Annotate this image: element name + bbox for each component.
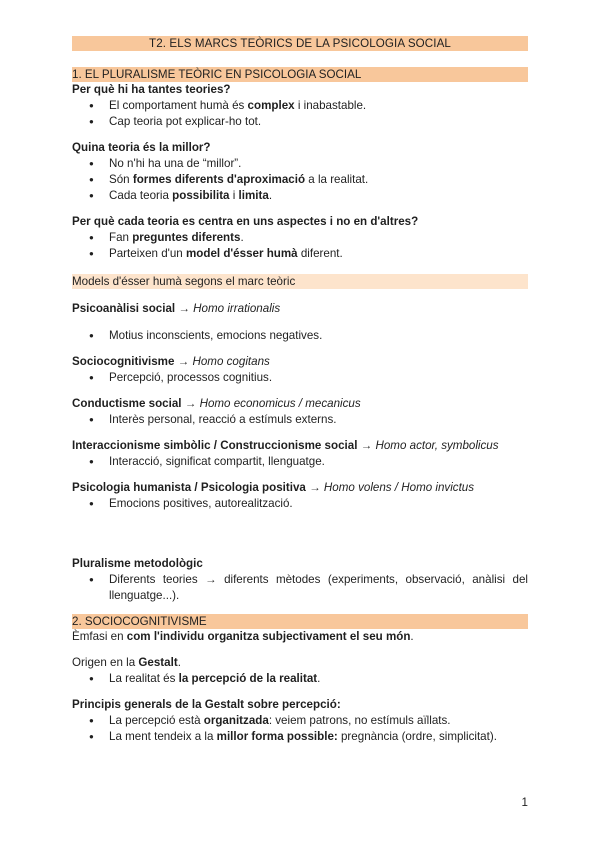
list-item: ● Diferents teories → diferents mètodes (experiments, observació, anàlisi del llenguatge...). — [72, 572, 528, 604]
list-item: ● El comportament humà és complex i inabastable. — [72, 98, 528, 114]
list-item: ● Interès personal, reacció a estímuls externs. — [72, 412, 528, 428]
bullet-list — [72, 572, 528, 604]
bullet-list — [72, 713, 528, 745]
section-heading-1: 1. EL PLURALISME TEÒRIC EN PSICOLOGIA SOCIAL — [72, 67, 528, 82]
list-item: ● La percepció està organitzada: veiem patrons, no estímuls aïllats. — [72, 713, 528, 729]
list-item: ● Parteixen d'un model d'ésser humà diferent. — [72, 246, 528, 262]
question-focus: Per què cada teoria es centra en uns aspectes i no en d'altres? — [72, 215, 419, 228]
emphasis-line: Èmfasi en com l'individu organitza subjectivament el seu món. — [72, 630, 414, 644]
list-item: ● La realitat és la percepció de la realitat. — [72, 671, 528, 687]
list-item: ● Motius inconscients, emocions negatives. — [72, 328, 528, 344]
bullet-list — [72, 496, 528, 512]
bullet-list — [72, 671, 528, 687]
list-item: ● Interacció, significat compartit, llenguatge. — [72, 454, 528, 470]
list-item: ● La ment tendeix a la millor forma possible: pregnància (ordre, simplicitat). — [72, 729, 528, 745]
bullet-list — [72, 454, 528, 470]
model-humanistic: Psicologia humanista / Psicologia positiva → Homo volens / Homo invictus — [72, 481, 475, 495]
bullet-list — [72, 412, 528, 428]
model-interactionism: Interaccionisme simbòlic / Construccionisme social → Homo actor, symbolicus — [72, 439, 499, 453]
list-item: ● Cap teoria pot explicar-ho tot. — [72, 114, 528, 130]
list-item: ● No n'hi ha una de “millor”. — [72, 156, 528, 172]
document-title: T2. ELS MARCS TEÒRICS DE LA PSICOLOGIA SOCIAL — [72, 36, 528, 51]
methodological-pluralism-heading: Pluralisme metodològic — [72, 557, 203, 571]
question-best-theory: Quina teoria és la millor? — [72, 141, 211, 154]
bullet-list — [72, 98, 528, 130]
bullet-list — [72, 328, 528, 344]
model-sociocognitivism: Sociocognitivisme → Homo cogitans — [72, 355, 270, 369]
bullet-list — [72, 230, 528, 262]
page-number: 1 — [521, 796, 528, 809]
bullet-list — [72, 370, 528, 386]
bullet-list — [72, 156, 528, 204]
question-why-many-theories: Per què hi ha tantes teories? — [72, 83, 231, 96]
list-item: ● Cada teoria possibilita i limita. — [72, 188, 528, 204]
origin-line: Origen en la Gestalt. — [72, 656, 181, 670]
list-item: ● Són formes diferents d'aproximació a la realitat. — [72, 172, 528, 188]
models-heading: Models d'ésser humà segons el marc teòric — [72, 274, 528, 289]
document-page — [72, 36, 528, 745]
gestalt-principles-heading: Principis generals de la Gestalt sobre percepció: — [72, 698, 341, 712]
list-item: ● Percepció, processos cognitius. — [72, 370, 528, 386]
list-item: ● Fan preguntes diferents. — [72, 230, 528, 246]
section-heading-2: 2. SOCIOCOGNITIVISME — [72, 614, 528, 629]
model-behaviorism: Conductisme social → Homo economicus / mecanicus — [72, 397, 361, 411]
list-item: ● Emocions positives, autorealització. — [72, 496, 528, 512]
model-psychoanalysis: Psicoanàlisi social → Homo irrationalis — [72, 301, 281, 315]
